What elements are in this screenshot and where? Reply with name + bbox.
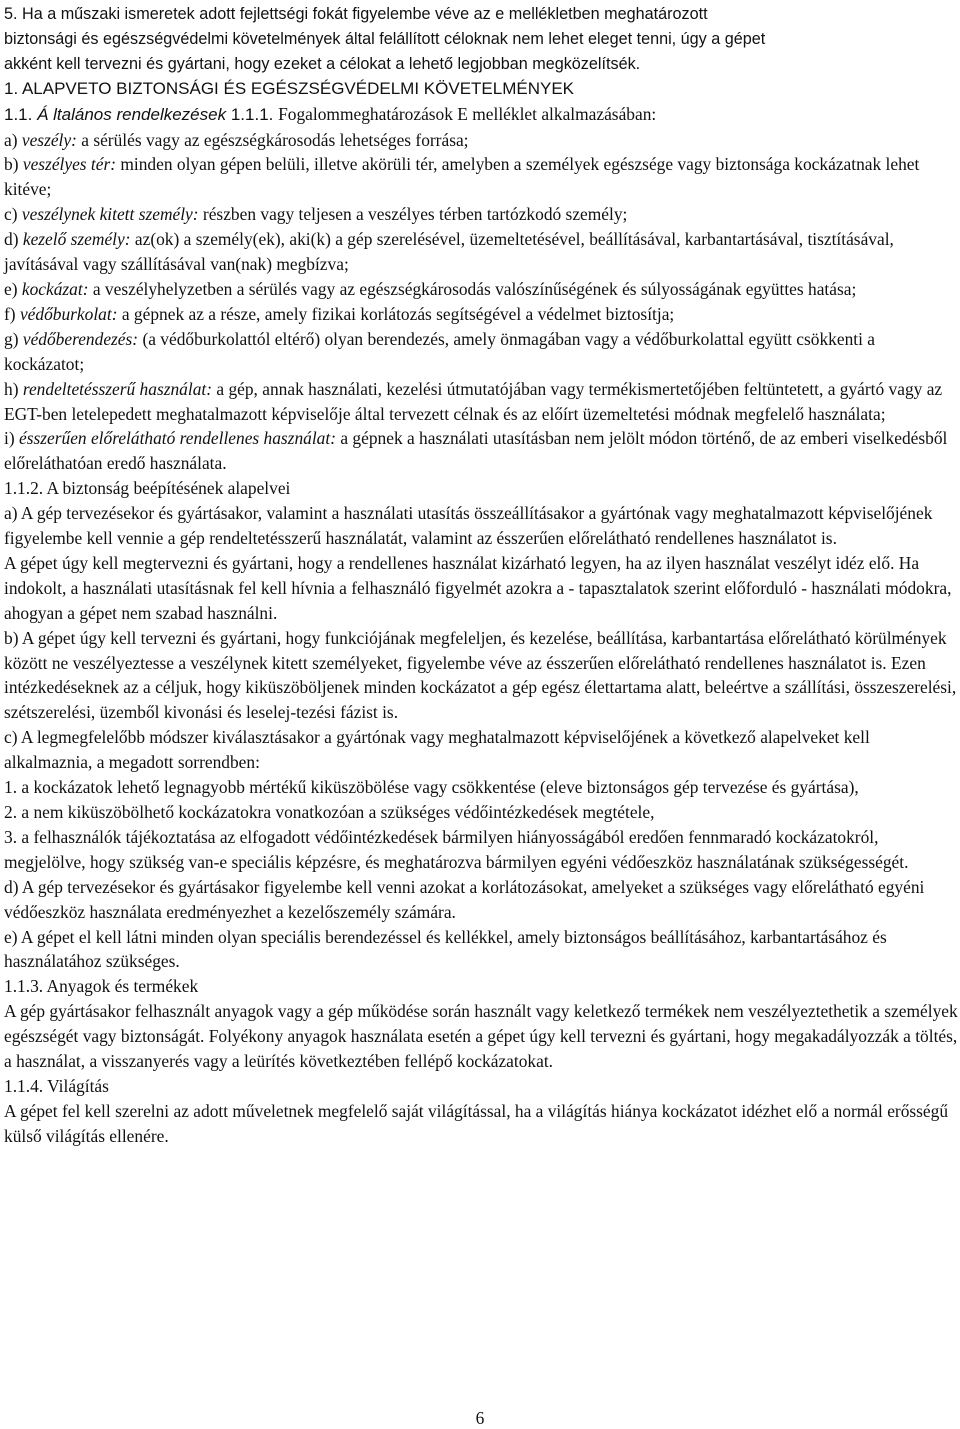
section-1-1-3-heading: 1.1.3. Anyagok és termékek <box>4 976 199 997</box>
definition-term: veszélynek kitett személy: <box>21 204 199 225</box>
section-1-1-4-heading: 1.1.4. Világítás <box>4 1075 109 1096</box>
definition-term: kezelő személy: <box>22 229 131 250</box>
intro-line-2: biztonsági és egészségvédelmi követelmények által felállított céloknak nem lehet eleget tenni, úgy a gépet <box>4 29 766 48</box>
paragraph: A gépet fel kell szerelni az adott műveletnek megfelelő saját világítással, ha a világítás hiánya kockázatot idézhet elő a normál erősségű külső világítás ellenére. <box>4 1100 949 1146</box>
section-1-title: 1. ALAPVETO BIZTONSÁGI ÉS EGÉSZSÉGVÉDELMI KÖVETELMÉNYEK <box>4 78 574 98</box>
definition-term: ésszerűen előrelátható rendellenes használat: <box>18 428 336 449</box>
definition-h: h) rendeltetésszerű használat: a gép, annak használati, kezelési útmutatójában vagy termékismertetőjében feltüntetett, a gyártó vagy az EGT-ben letelepedett meghatalmazott képviselője által tervezett célnak és az előírt üzemeltetési módnak megfelelő használata; <box>4 378 943 424</box>
definition-i: i) ésszerűen előrelátható rendellenes használat: a gépnek a használati utasításban nem jelölt módon történő, de az emberi viselkedésből előreláthatóan eredő használata. <box>4 428 948 474</box>
paragraph: e) A gépet el kell látni minden olyan speciális berendezéssel és kellékkel, amely biztonságos beállításához, karbantartásához és használatához szükséges. <box>4 926 887 972</box>
list-item: 3. a felhasználók tájékoztatása az elfogadott védőintézkedések bármilyen hiányosságából eredően fennmaradó kockázatokról, megjelölve, hogy szükség van-e speciális képzésre, és meghatározva bármilyen egyéni védőeszköz használatának szükségességét. <box>4 826 909 872</box>
definition-term: kockázat: <box>21 278 89 299</box>
paragraph: A gépet úgy kell megtervezni és gyártani, hogy a rendellenes használat kizárható legyen, ha az ilyen használat veszélyt idéz elő. Ha indokolt, a használati utasításnak fel kell hívnia a felhasználó figyelmét azokra a - tapasztalatok szerint előforduló - használati módokra, ahogyan a gépet nem szabad használni. <box>4 552 952 623</box>
definition-term: rendeltetésszerű használat: <box>22 378 213 399</box>
subsection-1-1-title: Á ltalános rendelkezések <box>37 104 227 124</box>
intro-line-3: akként kell tervezni és gyártani, hogy ezeket a célokat a lehető legjobban megközelítsék. <box>4 54 641 73</box>
paragraph: a) A gép tervezésekor és gyártásakor, valamint a használati utasítás összeállításakor a gyártónak vagy meghatalmazott képviselőjének figyelembe kell vennie a gép rendeltetésszerű használatát, valamint az ésszerűen előrelátható rendellenes használatot is. <box>4 503 933 549</box>
section-1-1-2-heading: 1.1.2. A biztonság beépítésének alapelvei <box>4 478 291 499</box>
paragraph: A gép gyártásakor felhasznált anyagok vagy a gép működése során használt vagy keletkező termékek nem veszélyeztethetik a személyek egészségét vagy biztonságát. Folyékony anyagok használata esetén a gépet úgy kell tervezni és gyártani, hogy megakadályozzák a töltés, a használat, a visszanyerés vagy a leürítés következtében fellépő kockázatokat. <box>4 1001 958 1072</box>
subsection-1-1-1-title: Fogalommeghatározások E melléklet alkalmazásában: <box>278 103 657 124</box>
subsection-1-1-1-number: 1.1.1. <box>230 104 274 124</box>
definition-term: védőburkolat: <box>19 303 118 324</box>
definition-term: veszély: <box>21 129 77 150</box>
subsection-1-1-number: 1.1. <box>4 104 33 124</box>
list-item: 2. a nem kiküszöbölhető kockázatokra vonatkozóan a szükséges védőintézkedések megtétele, <box>4 802 655 822</box>
intro-line-1: 5. Ha a műszaki ismeretek adott fejlettségi fokát figyelembe véve az e mellékletben meghatározott <box>4 5 708 23</box>
paragraph: d) A gép tervezésekor és gyártásakor figyelembe kell venni azokat a korlátozásokat, amelyeket a szükséges vagy előrelátható egyéni védőeszköz használata eredményezhet a kezelőszemély számára. <box>4 876 925 922</box>
list-item: 1. a kockázatok lehető legnagyobb mértékű kiküszöbölése vagy csökkentése (eleve biztonságos gép tervezése és gyártása), <box>4 777 859 798</box>
page-number: 6 <box>475 1408 485 1428</box>
definition-b: b) veszélyes tér: minden olyan gépen belüli, illetve akörüli tér, amelyben a személyek egészsége vagy biztonsága kockázatnak lehet kitéve; <box>4 154 920 200</box>
paragraph: c) A legmegfelelőbb módszer kiválasztásakor a gyártónak vagy meghatalmazott képviselőjének a következő alapelveket kell alkalmaznia, a megadott sorrendben: <box>4 727 870 773</box>
definition-g: g) védőberendezés: (a védőburkolattól eltérő) olyan berendezés, amely önmagában vagy a védőburkolattal együtt csökkenti a kockázatot; <box>4 328 875 374</box>
subsection-1-1-heading <box>4 102 959 128</box>
definition-term: veszélyes tér: <box>22 154 117 175</box>
definition-term: védőberendezés: <box>22 328 139 349</box>
document-page <box>4 2 959 1149</box>
definition-e: e) kockázat: a veszélyhelyzetben a sérülés vagy az egészségkárosodás valószínűségének és súlyosságának együttes hatása; <box>4 278 857 299</box>
definition-f: f) védőburkolat: a gépnek az a része, amely fizikai korlátozás segítségével a védelmet biztosítja; <box>4 303 675 324</box>
definition-c: c) veszélynek kitett személy: részben vagy teljesen a veszélyes térben tartózkodó személy; <box>4 204 628 225</box>
paragraph: b) A gépet úgy kell tervezni és gyártani, hogy funkciójának megfeleljen, és kezelése, beállítása, karbantartása előrelátható körülmények között ne veszélyeztesse a veszélynek kitett személyeket, figyelembe véve az ésszerűen előrelátható rendellenes használatot is. Ezen intézkedéseknek az a céljuk, hogy kiküszöböljenek minden kockázatot a gép egész élettartama alatt, beleértve a szállítási, összeszerelési, szétszerelési, üzemből kivonási és leselej-tezési fázist is. <box>4 627 957 723</box>
definition-a: a) veszély: a sérülés vagy az egészségkárosodás lehetséges forrása; <box>4 129 469 150</box>
definition-d: d) kezelő személy: az(ok) a személy(ek), aki(k) a gép szerelésével, üzemeltetésével, beállításával, karbantartásával, tisztításával, javításával vagy szállításával van(nak) megbízva; <box>4 229 894 275</box>
